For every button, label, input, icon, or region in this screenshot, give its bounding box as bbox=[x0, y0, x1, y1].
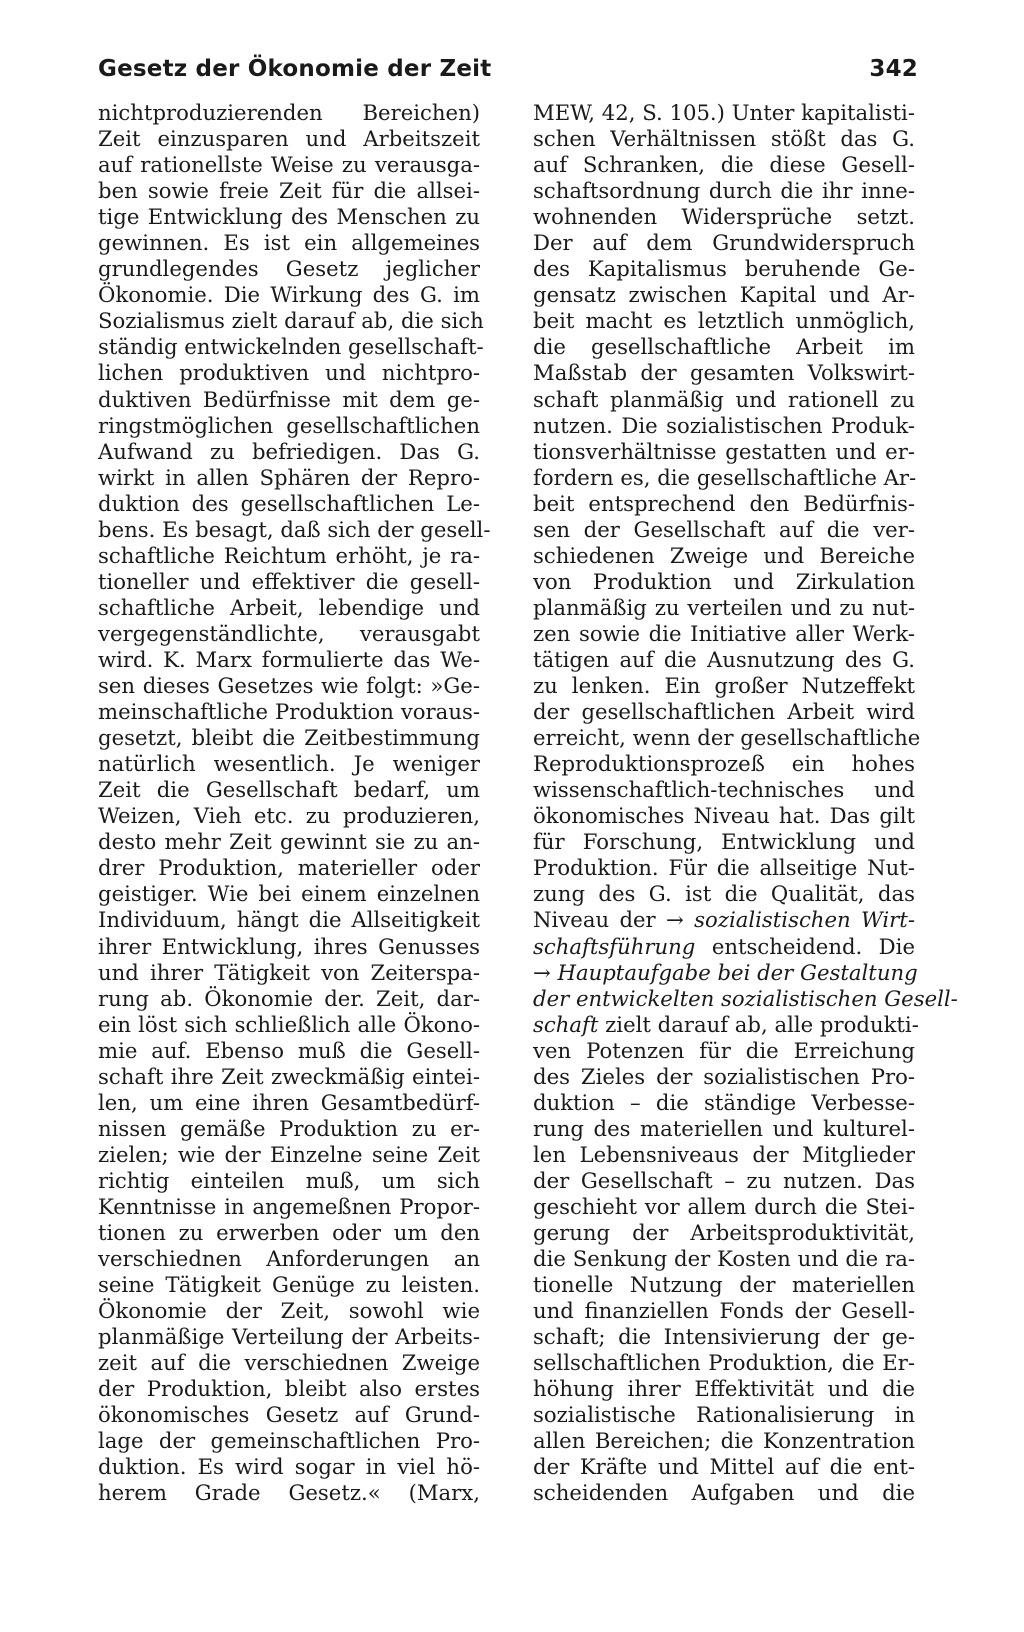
text-line: zen sowie die Initiative aller Werk- bbox=[533, 620, 915, 646]
text-line: zu lenken. Ein großer Nutzeffekt bbox=[533, 673, 915, 699]
text-line: rung ab. Ökonomie der. Zeit, dar- bbox=[98, 985, 480, 1011]
cross-reference-link[interactable]: der entwickelten sozialistischen Gesell- bbox=[533, 985, 958, 1011]
text-column-right bbox=[533, 100, 958, 1507]
text-line bbox=[533, 1011, 919, 1038]
text-line: zung des G. ist die Qualität, das bbox=[533, 881, 915, 907]
text-line: tioneller und effektiver die gesell- bbox=[98, 568, 480, 594]
text-line: schaft planmäßig und rationell zu bbox=[533, 386, 915, 412]
text-line: tätigen auf die Ausnutzung des G. bbox=[533, 646, 915, 672]
text-line: natürlich wesentlich. Je weniger bbox=[98, 751, 480, 777]
text-line: duktion – die ständige Verbesse- bbox=[533, 1089, 915, 1115]
text-line: tionen zu erwerben oder um den bbox=[98, 1220, 480, 1246]
text-segment: zielt darauf ab, alle produkti- bbox=[605, 1011, 919, 1037]
text-line: zeit auf die verschiednen Zweige bbox=[98, 1350, 480, 1376]
text-line: ringstmöglichen gesellschaftlichen bbox=[98, 412, 480, 438]
text-line: duktiven Bedürfnisse mit dem ge- bbox=[98, 386, 480, 412]
text-line: tige Entwicklung des Menschen zu bbox=[98, 204, 480, 230]
running-head bbox=[98, 50, 918, 90]
text-line: Weizen, Vieh etc. zu produzieren, bbox=[98, 803, 480, 829]
text-line: Individuum, hängt die Allseitigkeit bbox=[98, 907, 480, 933]
text-line: und finanziellen Fonds der Gesell- bbox=[533, 1298, 915, 1324]
text-line bbox=[533, 959, 918, 986]
text-line: ökonomisches Gesetz auf Grund- bbox=[98, 1402, 480, 1428]
text-line: die gesellschaftliche Arbeit im bbox=[533, 334, 915, 360]
text-line bbox=[533, 985, 958, 1012]
text-line: ständig entwickelnden gesellschaft- bbox=[98, 334, 484, 360]
text-line: rung des materiellen und kulturel- bbox=[533, 1115, 915, 1141]
cross-reference-link[interactable]: schaft bbox=[533, 1011, 599, 1037]
text-line: lage der gemeinschaftlichen Pro- bbox=[98, 1428, 480, 1454]
cross-reference-link[interactable]: → sozialistischen Wirt- bbox=[666, 907, 915, 933]
text-line: beit entsprechend den Bedürfnis- bbox=[533, 490, 915, 516]
text-line: len Lebensniveaus der Mitglieder bbox=[533, 1141, 915, 1167]
text-line: die Senkung der Kosten und die ra- bbox=[533, 1246, 915, 1272]
text-line: höhung ihrer Effektivität und die bbox=[533, 1376, 915, 1402]
text-line: ben sowie freie Zeit für die allsei- bbox=[98, 178, 480, 204]
text-line: allen Bereichen; die Konzentration bbox=[533, 1428, 915, 1454]
text-line: wird. K. Marx formulierte das We- bbox=[98, 646, 480, 672]
text-line: desto mehr Zeit gewinnt sie zu an- bbox=[98, 829, 480, 855]
text-line: tionelle Nutzung der materiellen bbox=[533, 1272, 915, 1298]
text-line: schen Verhältnissen stößt das G. bbox=[533, 126, 915, 152]
text-line: schiedenen Zweige und Bereiche bbox=[533, 542, 915, 568]
text-line: auf rationellste Weise zu verausga- bbox=[98, 152, 480, 178]
text-line: Zeit die Gesellschaft bedarf, um bbox=[98, 777, 480, 803]
text-line: auf Schranken, die diese Gesell- bbox=[533, 152, 915, 178]
text-line: gewinnen. Es ist ein allgemeines bbox=[98, 230, 480, 256]
text-line bbox=[533, 934, 915, 960]
text-line: wirkt in allen Sphären der Repro- bbox=[98, 464, 480, 490]
text-line: gensatz zwischen Kapital und Ar- bbox=[533, 282, 915, 308]
text-line: wissenschaftlich-technisches und bbox=[533, 777, 915, 803]
text-line: nutzen. Die sozialistischen Produk- bbox=[533, 412, 915, 438]
text-line: der Gesellschaft – zu nutzen. Das bbox=[533, 1167, 915, 1193]
text-line: gerung der Arbeitsproduktivität, bbox=[533, 1220, 915, 1246]
text-line: grundlegendes Gesetz jeglicher bbox=[98, 256, 480, 282]
text-line: herem Grade Gesetz.« (Marx, bbox=[98, 1480, 480, 1506]
page-number: 342 bbox=[869, 56, 918, 82]
text-line: schaft; die Intensivierung der ge- bbox=[533, 1324, 915, 1350]
text-line: nichtproduzierenden Bereichen) bbox=[98, 100, 480, 125]
running-head-title: Gesetz der Ökonomie der Zeit bbox=[98, 56, 492, 82]
text-line: Der auf dem Grundwiderspruch bbox=[533, 230, 915, 256]
text-line: des Zieles der sozialistischen Pro- bbox=[533, 1063, 915, 1089]
text-line: Produktion. Für die allseitige Nut- bbox=[533, 855, 915, 881]
text-line: geistiger. Wie bei einem einzelnen bbox=[98, 881, 480, 907]
text-line: zielen; wie der Einzelne seine Zeit bbox=[98, 1141, 480, 1167]
text-line: sen der Gesellschaft auf die ver- bbox=[533, 516, 915, 542]
text-line: ökonomisches Niveau hat. Das gilt bbox=[533, 803, 915, 829]
text-line: der Kräfte und Mittel auf die ent- bbox=[533, 1454, 915, 1480]
text-line: Kenntnisse in angemeßnen Propor- bbox=[98, 1193, 480, 1219]
text-line: drer Produktion, materieller oder bbox=[98, 855, 480, 881]
text-line: beit macht es letztlich unmöglich, bbox=[533, 308, 915, 334]
text-line: MEW, 42, S. 105.) Unter kapitalisti- bbox=[533, 100, 915, 125]
text-line: schaftsordnung durch die ihr inne- bbox=[533, 178, 915, 204]
text-line: sen dieses Gesetzes wie folgt: »Ge- bbox=[98, 673, 480, 699]
text-line: und ihrer Tätigkeit von Zeiterspa- bbox=[98, 959, 480, 985]
text-line: gesetzt, bleibt die Zeitbestimmung bbox=[98, 725, 480, 751]
text-line: sellschaftlichen Produktion, die Er- bbox=[533, 1350, 915, 1376]
text-line: sozialistische Rationalisierung in bbox=[533, 1402, 915, 1428]
text-line: Zeit einzusparen und Arbeitszeit bbox=[98, 126, 480, 152]
text-line: richtig einteilen muß, um sich bbox=[98, 1167, 480, 1193]
text-line: Ökonomie. Die Wirkung des G. im bbox=[98, 282, 480, 308]
text-line: der gesellschaftlichen Arbeit wird bbox=[533, 699, 915, 725]
text-column-left bbox=[98, 100, 491, 1507]
text-line: schaft ihre Zeit zweckmäßig eintei- bbox=[98, 1063, 480, 1089]
text-line: planmäßig zu verteilen und zu nut- bbox=[533, 594, 915, 620]
text-line: Maßstab der gesamten Volkswirt- bbox=[533, 360, 915, 386]
text-line: ven Potenzen für die Erreichung bbox=[533, 1037, 915, 1063]
text-line: duktion. Es wird sogar in viel hö- bbox=[98, 1454, 480, 1480]
text-line: von Produktion und Zirkulation bbox=[533, 568, 915, 594]
text-line: Ökonomie der Zeit, sowohl wie bbox=[98, 1298, 480, 1324]
text-line: ihrer Entwicklung, ihres Genusses bbox=[98, 933, 480, 959]
text-line: wohnenden Widersprüche setzt. bbox=[533, 204, 915, 230]
text-line: duktion des gesellschaftlichen Le- bbox=[98, 490, 480, 516]
text-segment: entscheidend. Die bbox=[711, 933, 915, 959]
text-line: der Produktion, bleibt also erstes bbox=[98, 1376, 480, 1402]
cross-reference-link[interactable]: schaftsführung bbox=[533, 933, 696, 959]
text-line: schaftliche Arbeit, lebendige und bbox=[98, 594, 480, 620]
text-line: verschiednen Anforderungen an bbox=[98, 1246, 480, 1272]
text-line: vergegenständlichte, verausgabt bbox=[98, 620, 480, 646]
text-line: lichen produktiven und nichtpro- bbox=[98, 360, 480, 386]
text-line: tionsverhältnisse gestatten und er- bbox=[533, 438, 915, 464]
text-segment: Niveau der bbox=[533, 907, 656, 933]
text-line: ein löst sich schließlich alle Ökono- bbox=[98, 1011, 480, 1037]
text-line: fordern es, die gesellschaftliche Ar- bbox=[533, 464, 917, 490]
text-line bbox=[533, 907, 915, 933]
text-line: planmäßige Verteilung der Arbeits- bbox=[98, 1324, 480, 1350]
text-line: Sozialismus zielt darauf ab, die sich bbox=[98, 308, 484, 334]
text-line: Reproduktionsprozeß ein hohes bbox=[533, 751, 915, 777]
text-line: meinschaftliche Produktion voraus- bbox=[98, 699, 480, 725]
text-line: mie auf. Ebenso muß die Gesell- bbox=[98, 1037, 480, 1063]
text-line: für Forschung, Entwicklung und bbox=[533, 829, 915, 855]
text-line: erreicht, wenn der gesellschaftliche bbox=[533, 725, 921, 751]
cross-reference-link[interactable]: → Hauptaufgabe bei der Gestaltung bbox=[533, 959, 918, 985]
text-line: geschieht vor allem durch die Stei- bbox=[533, 1193, 915, 1219]
text-line: scheidenden Aufgaben und die bbox=[533, 1480, 915, 1506]
text-line: des Kapitalismus beruhende Ge- bbox=[533, 256, 915, 282]
text-line: nissen gemäße Produktion zu er- bbox=[98, 1115, 480, 1141]
text-line: len, um eine ihren Gesamtbedürf- bbox=[98, 1089, 480, 1115]
text-line: bens. Es besagt, daß sich der gesell- bbox=[98, 516, 491, 542]
text-line: seine Tätigkeit Genüge zu leisten. bbox=[98, 1272, 480, 1298]
text-line: Aufwand zu befriedigen. Das G. bbox=[98, 438, 480, 464]
text-line: schaftliche Reichtum erhöht, je ra- bbox=[98, 542, 480, 568]
